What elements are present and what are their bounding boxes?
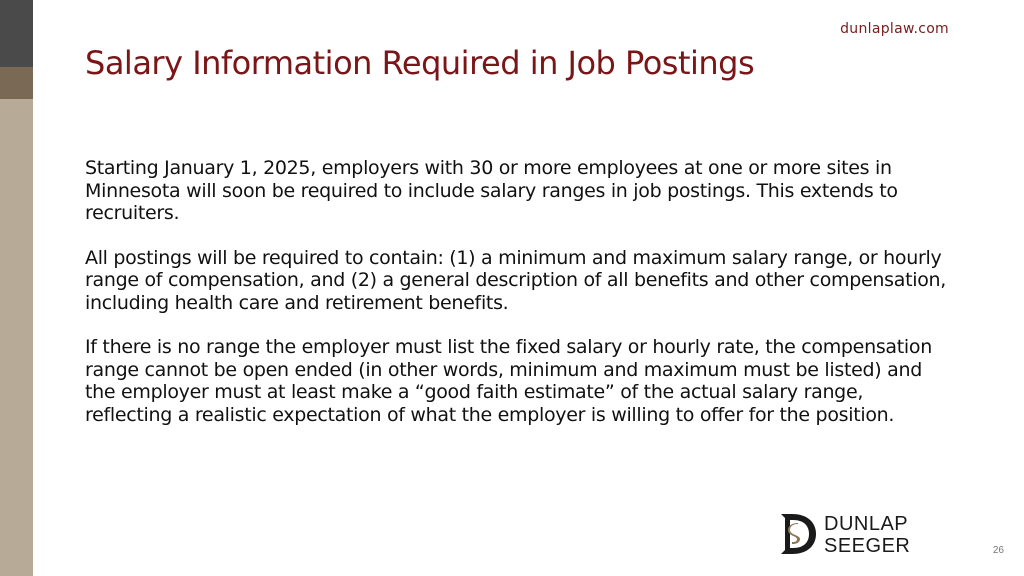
ds-monogram-icon — [778, 512, 818, 556]
paragraph-3: If there is no range the employer must list the fixed salary or hourly rate, the compensation range cannot be open ended (in other words, minimum and maximum must be listed) and the employer must at least make a “good faith estimate” of the actual salary range, reflecting a realistic expectation of what the employer is willing to offer for the position. — [85, 336, 932, 426]
dunlap-seeger-logo — [778, 512, 958, 556]
page-title: Salary Information Required in Job Postings — [85, 44, 755, 82]
site-url: dunlaplaw.com — [840, 21, 949, 37]
logo-line-2: SEEGER — [824, 535, 911, 557]
paragraph-2: All postings will be required to contain: (1) a minimum and maximum salary range, or hourly range of compensation, and (2) a general description of all benefits and other compensation, including health care and retirement benefits. — [85, 246, 947, 314]
body-text — [85, 157, 955, 448]
side-bar-dark-segment — [0, 0, 33, 67]
side-bar-brown-segment — [0, 67, 33, 99]
logo-line-1: DUNLAP — [824, 513, 909, 535]
page-number: 26 — [992, 545, 1004, 556]
paragraph-1: Starting January 1, 2025, employers with 30 or more employees at one or more sites in Minnesota will soon be required to include salary ranges in job postings. This extends to recruiters. — [85, 157, 898, 224]
side-accent-bar — [0, 0, 33, 576]
